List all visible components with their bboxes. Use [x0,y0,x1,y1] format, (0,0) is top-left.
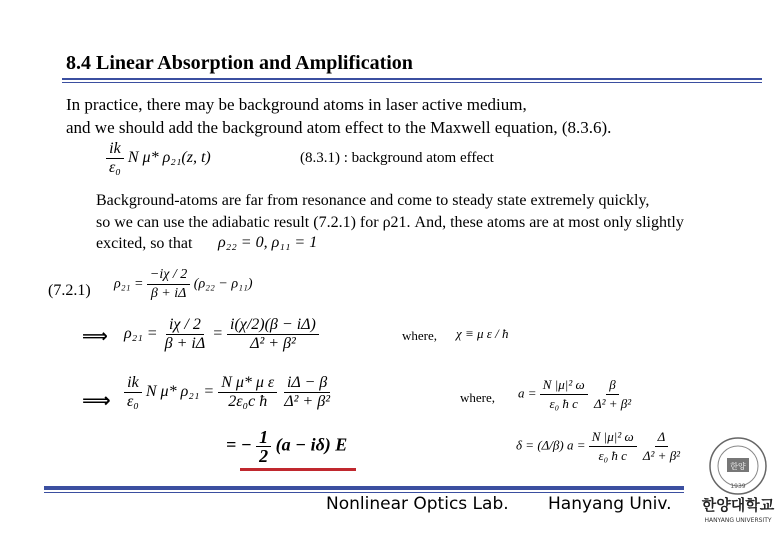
eq-831-note: (8.3.1) : background atom effect [300,150,494,166]
svg-text:1939: 1939 [730,483,746,490]
title-rule-thick [62,78,762,80]
delta-def [516,428,683,465]
step3-mid: N μ* ρ₂₁ = [145,383,215,401]
delta-num2: Δ [655,428,669,447]
final-prefix: = − [226,434,252,455]
intro-line-1: In practice, there may be background atoms in laser active medium, [66,95,527,114]
where-2: where, [460,390,496,405]
delta-den: ε₀ ħ c [598,448,627,463]
bg-line-1: Background-atoms are far from resonance and come to steady state extremely quickly, [96,192,650,209]
ref-label: (7.2.1) [48,282,91,299]
eq-721 [114,266,252,303]
eq1-body: N μ* ρ₂₁(z, t) [127,149,211,167]
seal-icon [700,434,776,526]
final-num: 1 [256,428,271,447]
final-body: (a − iδ) E [275,434,348,455]
page-title: 8.4 Linear Absorption and Amplification [66,52,413,74]
footer-rule-thin [44,492,684,493]
implies-arrow-1: ⟹ [82,326,108,347]
step3-den1: 2ε₀c ħ [228,393,268,410]
svg-text:HANYANG UNIVERSITY: HANYANG UNIVERSITY [704,517,772,524]
eq721-num: −iχ / 2 [147,266,190,285]
alpha-def [518,376,634,413]
where-1: where, [402,328,438,343]
step3-den2: Δ² + β² [284,393,330,410]
final-den: 2 [259,446,269,466]
eq721-lhs: ρ₂₁ = [114,276,144,292]
footer-rule-thick [44,486,684,490]
bg-line-2: so we can use the adiabatic result (7.2.1) for ρ21. And, these atoms are at most only slightly [96,214,684,231]
bg-eq: ρ₂₂ = 0, ρ₁₁ = 1 [218,234,318,251]
eq1-den: ε₀ [109,159,121,176]
delta-lhs: δ = (Δ/β) a = [516,437,586,453]
footer-lab: Nonlinear Optics Lab. [326,494,509,514]
svg-text:한양대학교: 한양대학교 [701,496,775,514]
step2-eq: = [212,325,224,343]
step3-num0: ik [124,374,142,393]
university-logo [700,434,776,526]
step2-num1: iχ / 2 [166,316,204,335]
step3-den0: ε₀ [127,393,139,410]
eq-step2 [124,316,319,353]
implies-arrow-2: ⟹ [82,388,111,412]
chi-def: χ ≡ μ ε / ħ [456,326,509,341]
delta-den2: Δ² + β² [642,448,681,463]
alpha-num2: β [606,376,618,395]
alpha-den: ε₀ ħ c [549,396,578,411]
step3-num2: iΔ − β [284,374,330,393]
delta-num: N |μ|² ω [589,428,637,447]
step2-den2: Δ² + β² [250,335,296,352]
footer-univ: Hanyang Univ. [548,494,672,514]
step2-lhs: ρ₂₁ = [124,325,158,343]
eq-831 [106,140,211,177]
step2-num2: i(χ/2)(β − iΔ) [227,316,319,335]
step3-num1: N μ* μ ε [218,374,277,393]
eq721-den: β + iΔ [150,286,187,301]
final-underline [240,468,356,471]
title-rule-thin [62,82,762,83]
eq-final [226,428,347,465]
svg-text:한양: 한양 [730,462,746,471]
intro-line-2: and we should add the background atom effect to the Maxwell equation, (8.3.6). [66,118,612,137]
alpha-num: N |μ|² ω [540,376,588,395]
alpha-den2: Δ² + β² [593,396,632,411]
step2-den1: β + iΔ [164,335,206,352]
eq-step3 [124,374,333,411]
eq1-num: ik [106,140,124,159]
eq721-tail: (ρ₂₂ − ρ₁₁) [193,276,253,292]
alpha-lhs: a = [518,385,537,401]
bg-line-3: excited, so that [96,235,193,252]
